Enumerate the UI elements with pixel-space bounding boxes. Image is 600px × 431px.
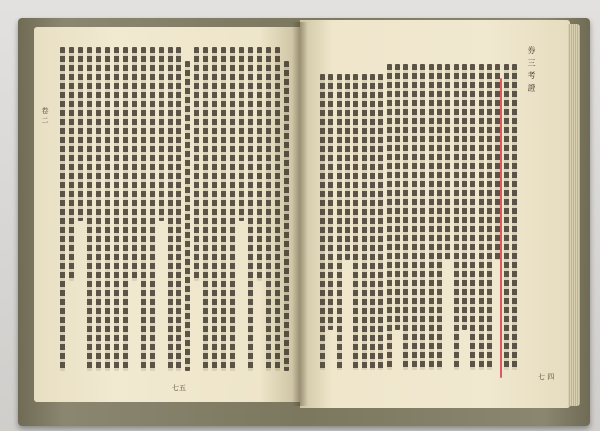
text-column [141,47,146,371]
text-column [230,47,235,371]
text-column [275,47,280,371]
text-column [445,64,450,260]
left-page [34,27,300,402]
text-column [203,47,208,371]
left-page-number: 七五 [172,384,186,392]
page-edges [568,24,580,406]
text-column [337,74,342,370]
right-page [300,20,570,408]
text-column [412,64,417,370]
text-column [370,74,375,370]
text-column [420,64,425,370]
text-column [487,64,492,370]
text-column [69,47,74,281]
right-page-header: 券 三 考 證 [527,46,536,93]
text-column [320,74,325,370]
text-column [221,47,226,371]
text-column [114,47,119,371]
text-column [87,47,92,371]
text-column [150,47,155,371]
text-column [512,64,517,370]
left-page-margin-title: 卷 二 [41,107,49,124]
text-column [462,64,467,330]
text-column [266,47,271,371]
text-column [429,64,434,370]
text-column [437,64,442,370]
book-gutter [292,22,308,406]
text-column [284,61,289,371]
text-column [353,74,358,370]
text-column [504,64,509,370]
text-column [78,47,83,221]
text-column [479,64,484,370]
text-column [454,64,459,370]
text-column [387,64,392,370]
red-annotation-line [500,78,502,378]
text-column [362,74,367,370]
text-column [345,74,350,260]
text-column [239,47,244,221]
text-column [403,64,408,370]
text-column [328,74,333,330]
text-column [96,47,101,371]
right-page-number: 七 四 [538,373,555,381]
text-column [123,47,128,371]
text-column [132,47,137,281]
text-column [168,47,173,371]
text-column [176,47,181,371]
text-column [60,47,65,371]
text-column [378,74,383,370]
text-column [185,61,190,371]
text-column [257,47,262,281]
text-column [159,47,164,221]
text-column [105,47,110,371]
text-column [248,47,253,371]
text-column [470,64,475,370]
text-column [194,47,199,281]
text-column [395,64,400,330]
text-column [212,47,217,371]
